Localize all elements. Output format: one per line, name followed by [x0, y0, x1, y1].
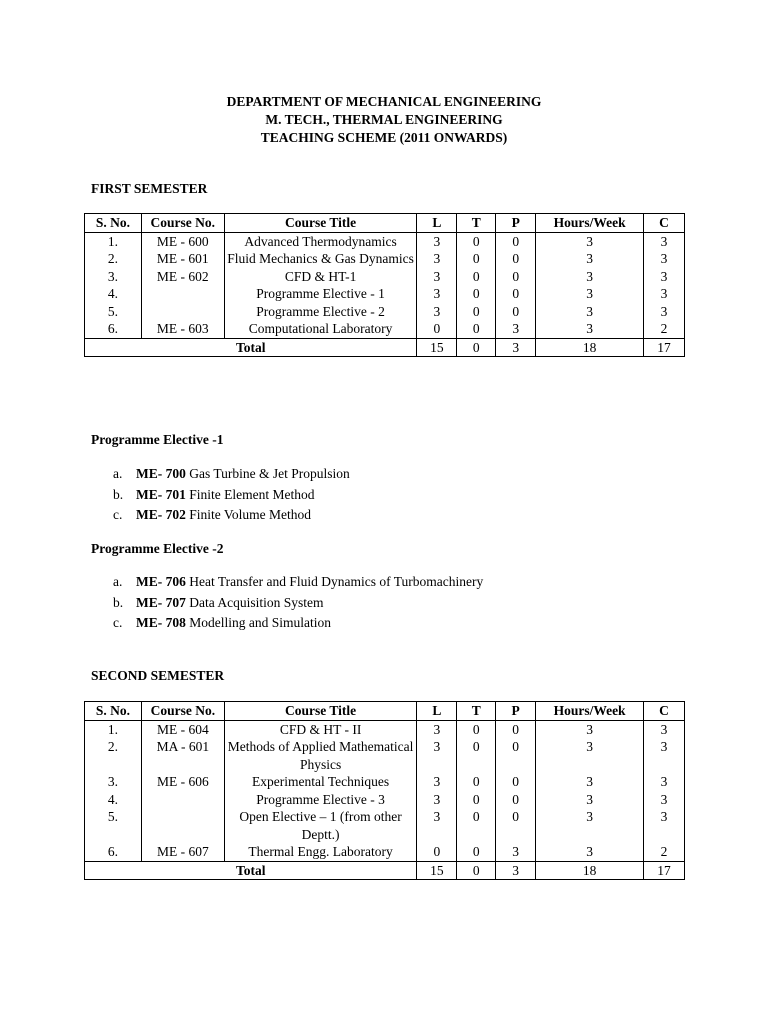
list-item: c. ME- 702 Finite Volume Method [113, 507, 312, 522]
elective2-list [91, 572, 483, 634]
cell-course-no: MA - 601 [141, 738, 224, 773]
cell-l: 3 [417, 791, 457, 809]
cell-p: 0 [496, 773, 536, 791]
cell-course-title: Methods of Applied Mathematical Physics [224, 738, 417, 773]
total-l: 15 [417, 861, 457, 880]
total-row [85, 861, 685, 880]
table-row [85, 843, 685, 861]
cell-hours: 3 [536, 720, 644, 738]
cell-p: 3 [496, 320, 536, 338]
total-l: 15 [417, 338, 457, 357]
cell-hours: 3 [536, 303, 644, 321]
cell-c: 3 [644, 720, 685, 738]
cell-c: 3 [644, 303, 685, 321]
total-p: 3 [496, 338, 536, 357]
total-label: Total [85, 861, 417, 880]
cell-p: 0 [496, 720, 536, 738]
cell-p: 0 [496, 791, 536, 809]
course-name: Modelling and Simulation [189, 615, 331, 630]
table-row [85, 773, 685, 791]
total-hours: 18 [536, 861, 644, 880]
cell-l: 3 [417, 303, 457, 321]
cell-sno: 1. [85, 720, 142, 738]
col-l: L [417, 214, 457, 233]
cell-sno: 3. [85, 773, 142, 791]
col-course-no: Course No. [141, 214, 224, 233]
cell-course-title: Computational Laboratory [224, 320, 417, 338]
cell-course-no: ME - 606 [141, 773, 224, 791]
cell-t: 0 [457, 268, 496, 286]
cell-hours: 3 [536, 232, 644, 250]
cell-hours: 3 [536, 773, 644, 791]
course-code: ME- 700 [136, 466, 186, 481]
elective1-title: Programme Elective -1 [91, 432, 224, 447]
cell-t: 0 [457, 843, 496, 861]
cell-p: 0 [496, 808, 536, 843]
cell-t: 0 [457, 232, 496, 250]
cell-hours: 3 [536, 843, 644, 861]
course-name: Gas Turbine & Jet Propulsion [189, 466, 350, 481]
list-item: b. ME- 701 Finite Element Method [113, 486, 315, 502]
cell-c: 2 [644, 843, 685, 861]
cell-hours: 3 [536, 320, 644, 338]
total-hours: 18 [536, 338, 644, 357]
table-header-row [85, 702, 685, 721]
cell-p: 0 [496, 232, 536, 250]
cell-sno: 5. [85, 808, 142, 843]
course-code: ME- 706 [136, 574, 186, 589]
cell-sno: 2. [85, 738, 142, 773]
cell-course-title: Fluid Mechanics & Gas Dynamics [224, 250, 417, 268]
cell-hours: 3 [536, 268, 644, 286]
table-row [85, 808, 685, 843]
cell-l: 3 [417, 738, 457, 773]
course-code: ME- 707 [136, 594, 186, 610]
cell-course-title: CFD & HT-1 [224, 268, 417, 286]
total-c: 17 [644, 338, 685, 357]
table-row [85, 791, 685, 809]
course-name: Finite Volume Method [189, 507, 312, 522]
cell-sno: 6. [85, 320, 142, 338]
cell-sno: 5. [85, 303, 142, 321]
cell-c: 3 [644, 232, 685, 250]
cell-p: 0 [496, 250, 536, 268]
cell-t: 0 [457, 791, 496, 809]
col-p: P [496, 702, 536, 721]
cell-sno: 1. [85, 232, 142, 250]
list-item: c. ME- 708 Modelling and Simulation [113, 615, 331, 630]
cell-p: 0 [496, 268, 536, 286]
table-row [85, 720, 685, 738]
cell-course-title: Programme Elective - 1 [224, 285, 417, 303]
cell-t: 0 [457, 720, 496, 738]
table-header-row [85, 214, 685, 233]
cell-c: 3 [644, 738, 685, 773]
cell-l: 3 [417, 232, 457, 250]
elective1-list [91, 464, 350, 526]
cell-hours: 3 [536, 808, 644, 843]
course-name: Finite Element Method [189, 486, 315, 502]
col-course-title: Course Title [224, 214, 417, 233]
cell-course-title: Advanced Thermodynamics [224, 232, 417, 250]
cell-course-no: ME - 601 [141, 250, 224, 268]
elective2-title: Programme Elective -2 [91, 541, 224, 556]
cell-c: 3 [644, 773, 685, 791]
course-code: ME- 701 [136, 486, 186, 502]
cell-hours: 3 [536, 791, 644, 809]
col-hours: Hours/Week [536, 214, 644, 233]
cell-c: 3 [644, 791, 685, 809]
cell-p: 0 [496, 738, 536, 773]
col-course-title: Course Title [224, 702, 417, 721]
table-row [85, 285, 685, 303]
cell-l: 3 [417, 808, 457, 843]
cell-hours: 3 [536, 738, 644, 773]
cell-course-no [141, 808, 224, 843]
course-code: ME- 708 [136, 615, 186, 630]
cell-t: 0 [457, 285, 496, 303]
table-row [85, 250, 685, 268]
cell-course-title: Experimental Techniques [224, 773, 417, 791]
total-c: 17 [644, 861, 685, 880]
cell-course-title: Thermal Engg. Laboratory [224, 843, 417, 861]
cell-l: 3 [417, 250, 457, 268]
cell-p: 3 [496, 843, 536, 861]
document-header [0, 93, 768, 147]
cell-course-no: ME - 603 [141, 320, 224, 338]
cell-course-title: Programme Elective - 2 [224, 303, 417, 321]
col-t: T [457, 214, 496, 233]
col-p: P [496, 214, 536, 233]
cell-c: 3 [644, 285, 685, 303]
cell-course-title: Open Elective – 1 (from other Deptt.) [224, 808, 417, 843]
cell-l: 3 [417, 720, 457, 738]
total-t: 0 [457, 338, 496, 357]
col-c: C [644, 702, 685, 721]
cell-t: 0 [457, 250, 496, 268]
cell-c: 3 [644, 250, 685, 268]
col-hours: Hours/Week [536, 702, 644, 721]
col-l: L [417, 702, 457, 721]
cell-l: 0 [417, 320, 457, 338]
course-code: ME- 702 [136, 507, 186, 522]
header-scheme: TEACHING SCHEME (2011 ONWARDS) [260, 130, 508, 145]
table-row [85, 268, 685, 286]
total-label: Total [85, 338, 417, 357]
cell-t: 0 [457, 320, 496, 338]
first-semester-title: FIRST SEMESTER [91, 181, 208, 196]
cell-hours: 3 [536, 250, 644, 268]
table-row [85, 320, 685, 338]
second-semester-title: SECOND SEMESTER [91, 668, 225, 683]
list-item: b. ME- 707 Data Acquisition System [113, 594, 324, 610]
total-t: 0 [457, 861, 496, 880]
table-row [85, 738, 685, 773]
cell-course-title: CFD & HT - II [224, 720, 417, 738]
cell-t: 0 [457, 773, 496, 791]
second-semester-table [84, 701, 685, 880]
cell-l: 3 [417, 285, 457, 303]
col-c: C [644, 214, 685, 233]
total-row [85, 338, 685, 357]
list-item: a. ME- 706 Heat Transfer and Fluid Dynamics of Turbomachinery [113, 574, 484, 589]
cell-course-no [141, 303, 224, 321]
header-programme: M. TECH., THERMAL ENGINEERING [265, 112, 503, 127]
cell-t: 0 [457, 808, 496, 843]
total-p: 3 [496, 861, 536, 880]
cell-p: 0 [496, 303, 536, 321]
cell-course-no: ME - 600 [141, 232, 224, 250]
first-semester-table [84, 213, 685, 357]
cell-sno: 6. [85, 843, 142, 861]
cell-t: 0 [457, 738, 496, 773]
cell-c: 2 [644, 320, 685, 338]
cell-sno: 3. [85, 268, 142, 286]
cell-sno: 4. [85, 285, 142, 303]
cell-sno: 4. [85, 791, 142, 809]
table-row [85, 232, 685, 250]
cell-course-no: ME - 607 [141, 843, 224, 861]
cell-l: 3 [417, 773, 457, 791]
col-t: T [457, 702, 496, 721]
cell-course-no: ME - 604 [141, 720, 224, 738]
table-row [85, 303, 685, 321]
course-name: Data Acquisition System [189, 594, 324, 610]
cell-p: 0 [496, 285, 536, 303]
cell-sno: 2. [85, 250, 142, 268]
cell-course-no [141, 791, 224, 809]
header-department: DEPARTMENT OF MECHANICAL ENGINEERING [226, 94, 542, 109]
course-name: Heat Transfer and Fluid Dynamics of Turbomachinery [189, 574, 484, 589]
cell-c: 3 [644, 808, 685, 843]
cell-course-title: Programme Elective - 3 [224, 791, 417, 809]
cell-course-no [141, 285, 224, 303]
cell-hours: 3 [536, 285, 644, 303]
cell-l: 3 [417, 268, 457, 286]
cell-t: 0 [457, 303, 496, 321]
list-item: a. ME- 700 Gas Turbine & Jet Propulsion [113, 466, 350, 481]
col-course-no: Course No. [141, 702, 224, 721]
cell-c: 3 [644, 268, 685, 286]
col-sno: S. No. [85, 702, 142, 721]
col-sno: S. No. [85, 214, 142, 233]
cell-course-no: ME - 602 [141, 268, 224, 286]
cell-l: 0 [417, 843, 457, 861]
